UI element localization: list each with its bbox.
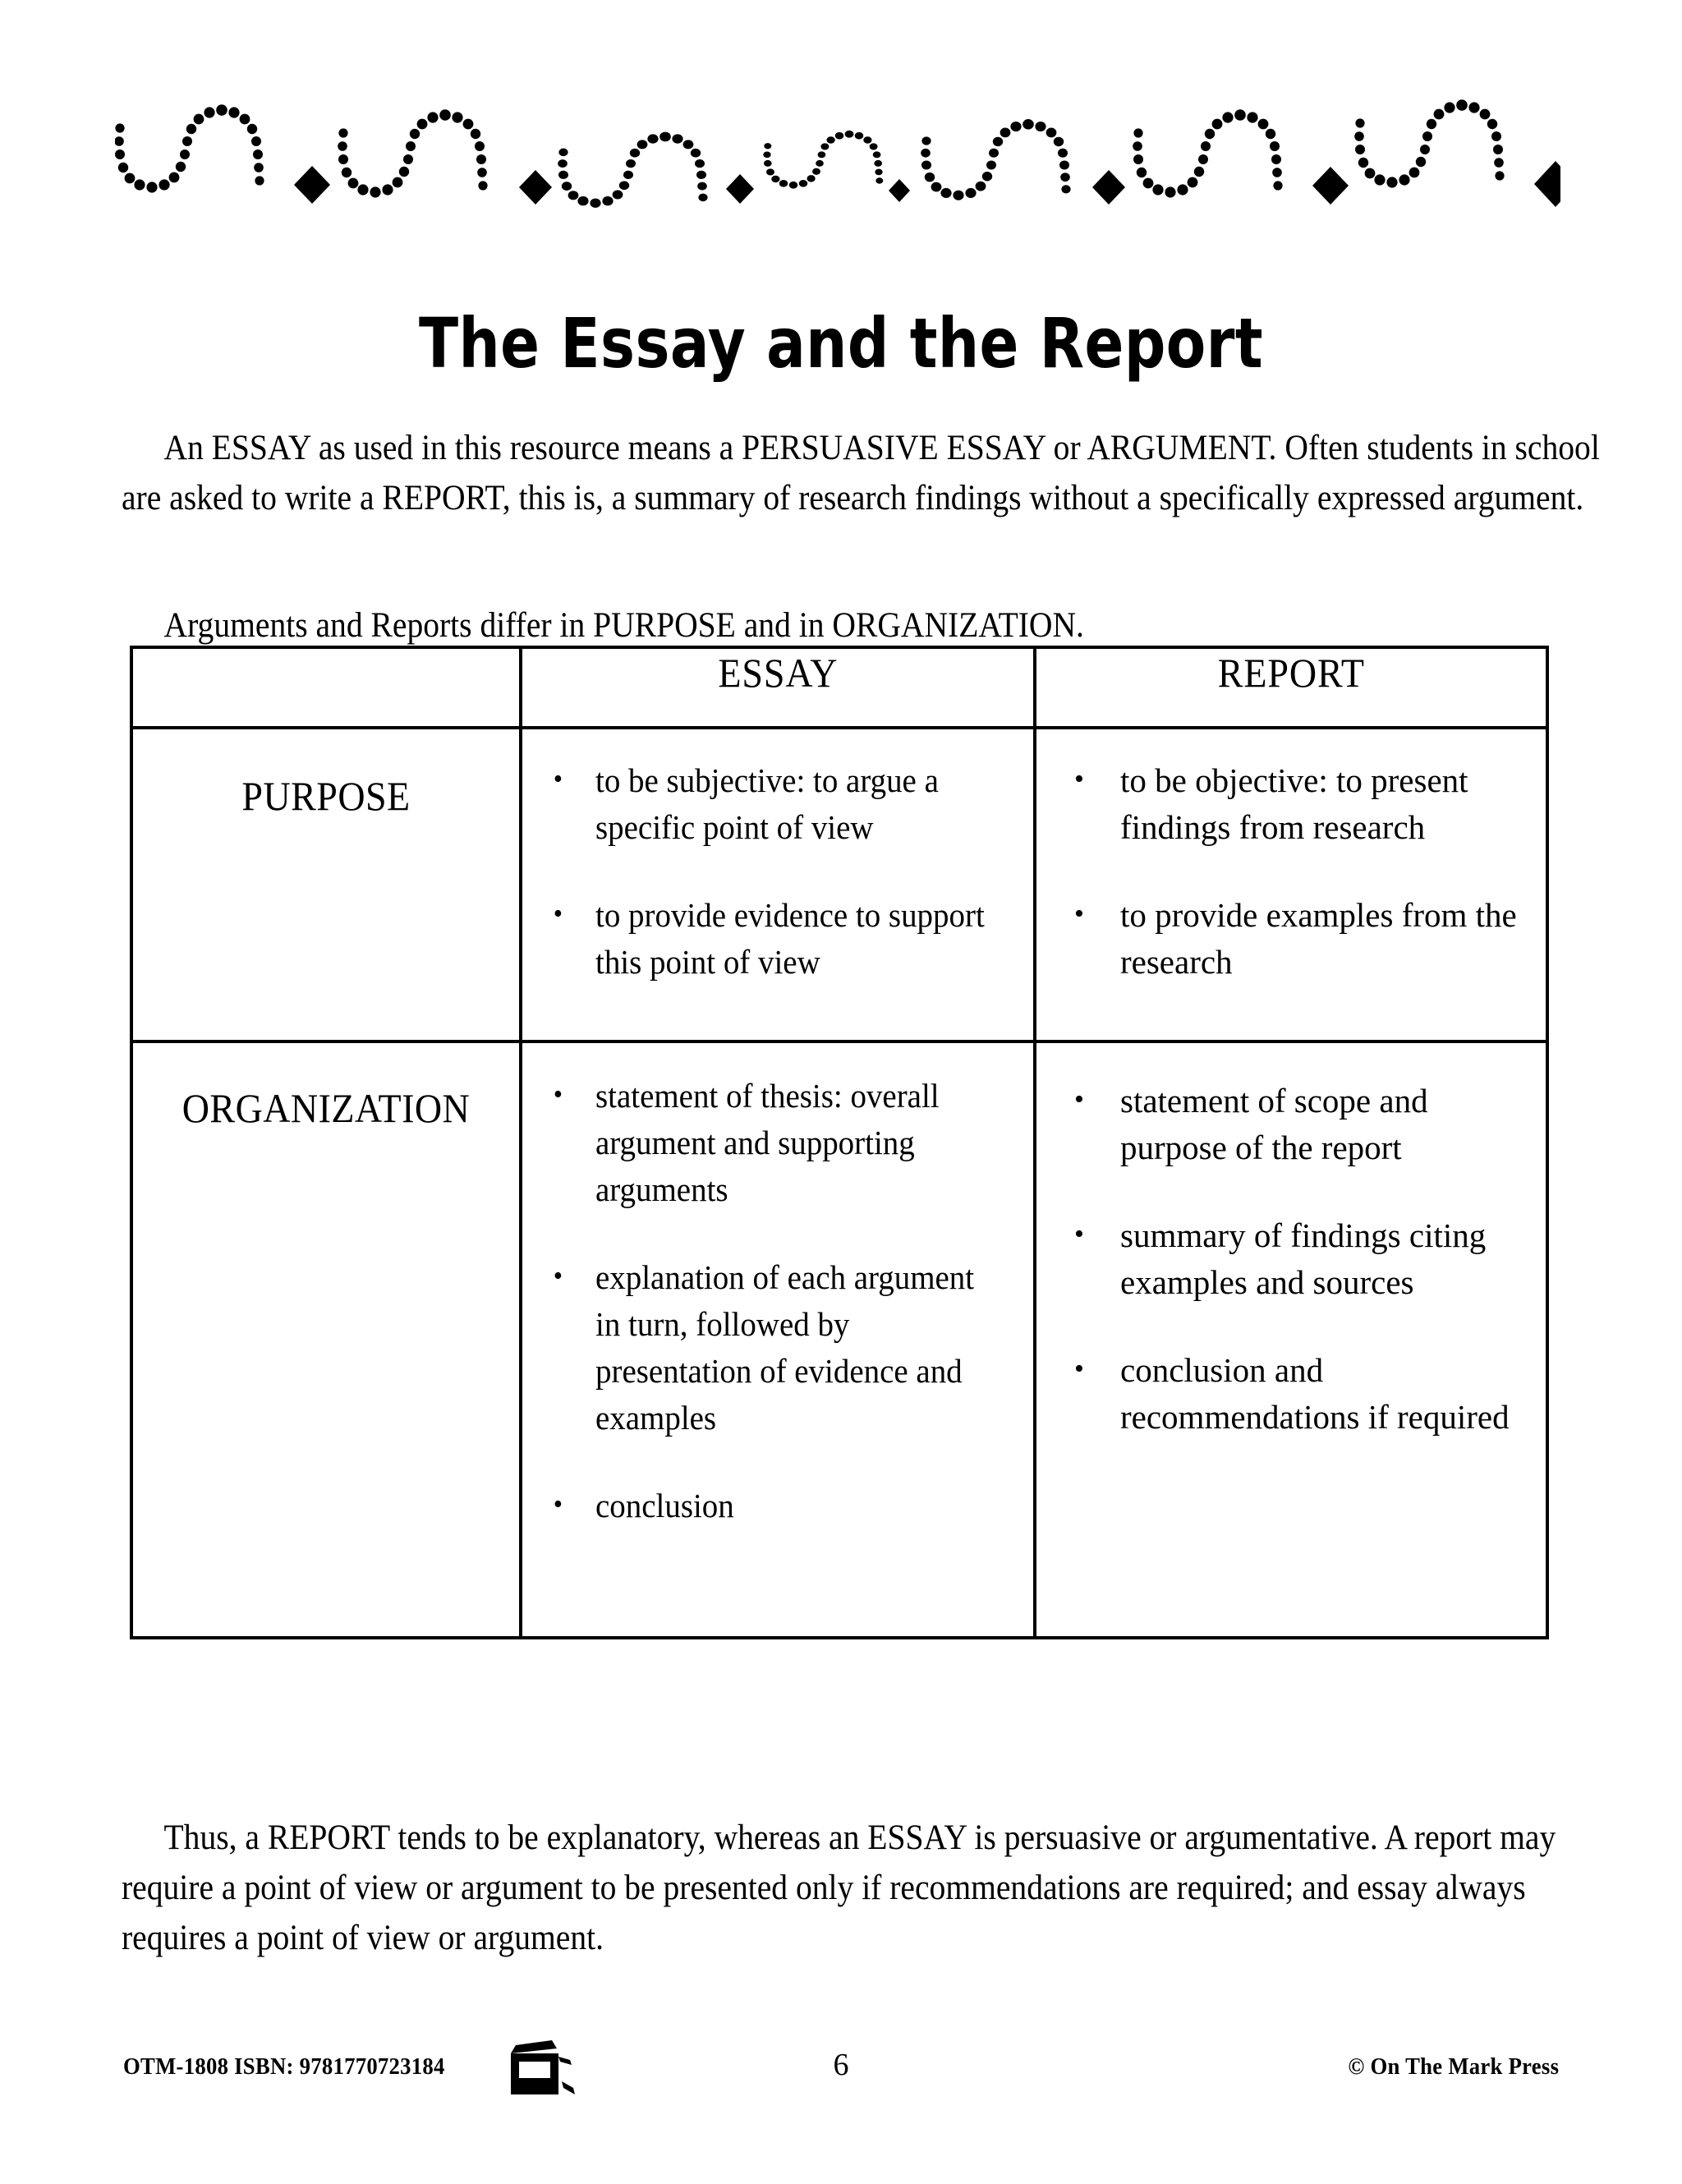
list-item: • to provide examples from the research [1069, 892, 1531, 986]
page-number: 6 [833, 2048, 849, 2082]
list-item: • to be objective: to present findings from research [1069, 757, 1531, 851]
footer-isbn: OTM-1808 ISBN: 9781770723184 [123, 2053, 445, 2080]
table-body [131, 728, 1547, 1638]
closing-paragraph [122, 1813, 1618, 1963]
footer-copyright: © On The Mark Press [1348, 2053, 1559, 2080]
table-header-row [131, 647, 1547, 728]
bullet-list-organization-report [1036, 1043, 1546, 1636]
list-item: • statement of scope and purpose of the report [1069, 1078, 1531, 1171]
header-essay [521, 647, 1035, 728]
cell-organization-essay [521, 1041, 1035, 1638]
intro-paragraph [122, 423, 1602, 523]
row-label-purpose-text: PURPOSE [241, 773, 411, 819]
bullet-list-purpose-report [1036, 729, 1546, 1040]
list-item: • to be subjective: to argue a specific point of view [549, 757, 995, 851]
list-item: • explanation of each argument in turn, followed by presentation of evidence and examples [549, 1254, 995, 1441]
closing-paragraph-text: Thus, a REPORT tends to be explanatory, whereas an ESSAY is persuasive or argumentative. A report may require a point of view or argument to be presented only if recommendations are required; and essay always requires a point of view or argument. [122, 1818, 1556, 1957]
table-row-organization [131, 1041, 1547, 1638]
row-label-organization [131, 1041, 521, 1638]
header-report [1035, 647, 1547, 728]
bullet-list-organization-essay [522, 1043, 1033, 1636]
header-report-label: REPORT [1217, 650, 1365, 696]
row-label-organization-text: ORGANIZATION [182, 1085, 471, 1131]
list-item: • conclusion [549, 1483, 995, 1529]
table-row-purpose [131, 728, 1547, 1041]
differ-paragraph-text: Arguments and Reports differ in PURPOSE and in ORGANIZATION. [163, 606, 1084, 645]
cell-purpose-essay [521, 728, 1035, 1041]
page-title: The Essay and the Report [418, 303, 1264, 384]
row-label-purpose [131, 728, 521, 1041]
dotted-wave-border-decoration [115, 99, 1560, 218]
cell-purpose-report [1035, 728, 1547, 1041]
list-item: • to provide evidence to support this point of view [549, 892, 995, 986]
header-blank-corner [131, 647, 521, 728]
list-item: • conclusion and recommendations if required [1069, 1347, 1531, 1441]
header-essay-label: ESSAY [717, 650, 839, 696]
differ-paragraph [122, 600, 1602, 651]
essay-report-comparison-table [130, 646, 1549, 1639]
intro-paragraph-text: An ESSAY as used in this resource means a PERSUASIVE ESSAY or ARGUMENT. Often students in school are asked to write a REPORT, this is, a summary of research findings without a specifically expressed argument. [122, 429, 1600, 517]
page-footer [0, 2050, 1682, 2099]
list-item: • statement of thesis: overall argument and supporting arguments [549, 1073, 995, 1213]
cell-organization-report [1035, 1041, 1547, 1638]
table-head [131, 647, 1547, 728]
list-item: • summary of findings citing examples and sources [1069, 1212, 1531, 1306]
bullet-list-purpose-essay [522, 729, 1033, 1040]
